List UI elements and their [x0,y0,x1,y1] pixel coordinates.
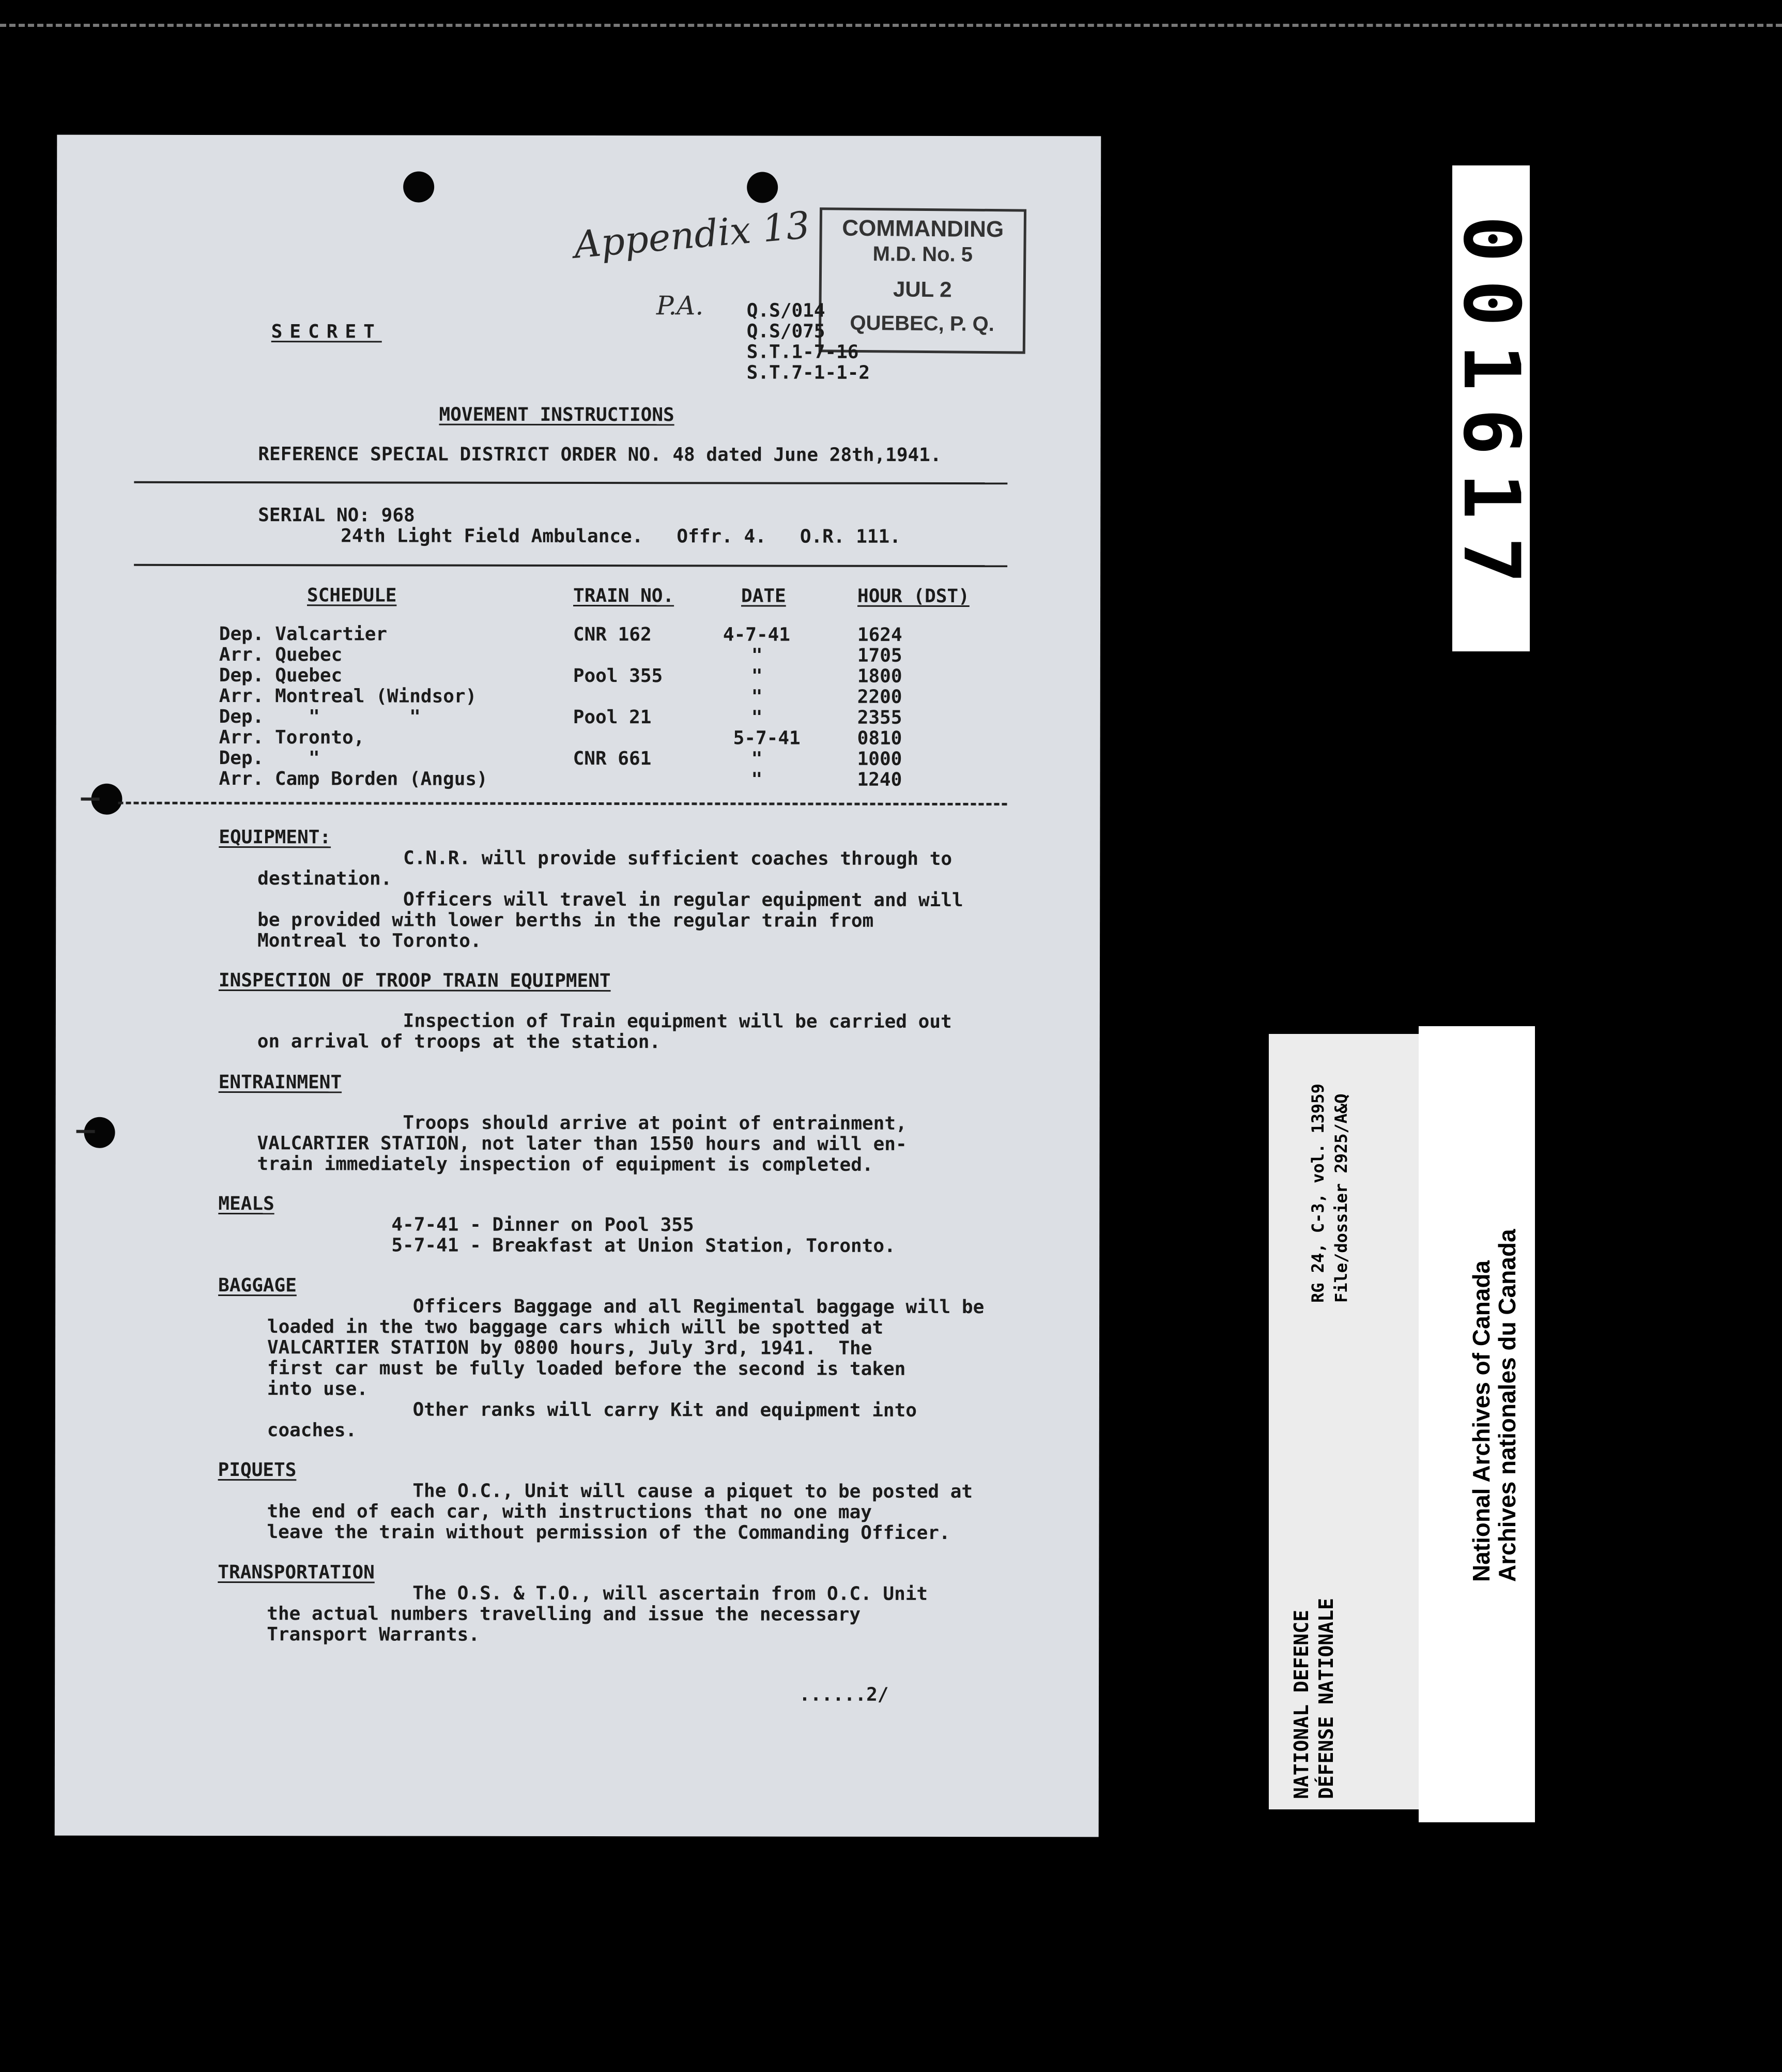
section-heading-entrainment: ENTRAINMENT [218,1072,342,1093]
schedule-date: " [751,686,763,708]
punch-hole [747,172,778,203]
file-reference: S.T.7-1-1-2 [746,362,870,384]
handwritten-margin-note: P.A. [656,291,704,321]
department-label [1269,1034,1426,1809]
section-heading-baggage: BAGGAGE [218,1275,297,1297]
paragraph-line: VALCARTIER STATION by 0800 hours, July 3rd, 1941. The [267,1337,872,1359]
paragraph-line: the actual numbers travelling and issue the necessary [267,1603,861,1625]
paragraph-line: train immediately inspection of equipment is completed. [257,1153,873,1176]
stamp-line: M.D. No. 5 [872,242,973,266]
archive-name: National Archives of Canada [1468,1260,1495,1582]
handwritten-annotation: Appendix 13 [572,203,812,267]
schedule-date: " [751,748,763,770]
stamp-line: QUEBEC, P. Q. [850,311,995,336]
file-reference: Q.S/014 [746,300,825,322]
paragraph-line: leave the train without permission of the Commanding Officer. [267,1521,950,1544]
schedule-hour: 1240 [857,769,902,790]
schedule-header: TRAIN NO. [573,585,674,607]
paragraph-line: destination. [257,868,392,890]
file-reference: Q.S/075 [746,321,825,342]
schedule-hour: 2200 [857,686,902,708]
schedule-hour: 1624 [857,624,902,646]
paragraph-line: Troops should arrive at point of entrainment, [257,1112,907,1134]
paragraph-line: Transport Warrants. [267,1624,480,1646]
stamp-date: JUL 2 [893,277,952,302]
paragraph-line: 5-7-41 - Breakfast at Union Station, Toronto. [257,1235,896,1257]
record-group-ref: RG 24, C-3, vol. 13959 [1308,1084,1328,1303]
divider [134,564,1007,567]
paragraph-line: first car must be fully loaded before the second is taken [267,1358,906,1380]
dashed-divider [118,802,1007,805]
film-edge-line [0,24,1782,27]
paragraph-line: C.N.R. will provide sufficient coaches through to [257,847,953,870]
schedule-stop: Dep. Quebec [219,665,343,687]
paragraph-line: Other ranks will carry Kit and equipment into [267,1399,917,1421]
paragraph-line: VALCARTIER STATION, not later than 1550 hours and will en- [257,1133,907,1155]
divider [134,481,1007,484]
paragraph-line: Officers will travel in regular equipment and will [257,889,963,911]
schedule-stop: Arr. Camp Borden (Angus) [219,768,488,790]
page-continuation: ......2/ [799,1684,889,1705]
schedule-stop: Dep. " " [219,706,421,728]
schedule-date: 4-7-41 [723,624,791,646]
schedule-stop: Arr. Toronto, [219,727,365,749]
archive-label [1419,1026,1535,1822]
schedule-date: " [751,645,763,666]
received-stamp [819,207,1026,354]
schedule-train: CNR 162 [573,623,652,646]
schedule-hour: 1800 [857,665,902,687]
paragraph-line: Officers Baggage and all Regimental baggage will be [267,1296,985,1318]
schedule-date: " [751,665,763,687]
tick-mark [81,798,99,801]
serial-number: SERIAL NO: 968 [258,505,415,526]
schedule-stop: Dep. Valcartier [219,623,388,645]
archive-name-fr: Archives nationales du Canada [1494,1229,1520,1582]
section-heading-piquets: PIQUETS [218,1459,297,1481]
schedule-hour: 0810 [857,727,902,749]
paragraph-line: Inspection of Train equipment will be carried out [257,1010,952,1033]
paragraph-line: coaches. [267,1420,357,1441]
classification: SECRET [271,321,382,343]
section-heading-meals: MEALS [218,1193,274,1215]
paragraph-line: loaded in the two baggage cars which will be spotted at [267,1316,884,1338]
schedule-header: HOUR (DST) [857,585,970,607]
file-dossier-ref: File/dossier 2925/A&Q [1331,1093,1351,1303]
department-name: NATIONAL DEFENCE [1290,1609,1313,1799]
tick-mark [76,1130,95,1133]
reference-line: REFERENCE SPECIAL DISTRICT ORDER NO. 48 dated June 28th,1941. [258,444,942,466]
schedule-stop: Arr. Montreal (Windsor) [219,685,477,707]
section-heading-equipment: EQUIPMENT: [219,827,331,848]
paragraph-line: The O.C., Unit will cause a piquet to be posted at [267,1480,973,1503]
punch-hole [403,172,434,203]
frame-number: 001617 [1446,216,1536,601]
unit-line: 24th Light Field Ambulance. Offr. 4. O.R. 111. [341,525,901,547]
paragraph-line: The O.S. & T.O., will ascertain from O.C. Unit [267,1582,928,1605]
schedule-stop: Dep. " [219,748,320,769]
paragraph-line: Montreal to Toronto. [257,930,482,952]
document-page [55,135,1101,1837]
schedule-hour: 1000 [857,748,902,770]
paragraph-line: 4-7-41 - Dinner on Pool 355 [257,1214,694,1236]
stamp-line: COMMANDING [842,215,1004,242]
schedule-hour: 1705 [857,645,902,666]
paragraph-line: into use. [267,1378,368,1400]
schedule-date: " [751,769,763,790]
section-heading-transportation: TRANSPORTATION [218,1562,375,1583]
department-name-fr: DÉFENSE NATIONALE [1315,1598,1338,1799]
schedule-header: DATE [741,585,786,607]
schedule-train: Pool 355 [573,665,663,687]
section-heading-inspection: INSPECTION OF TROOP TRAIN EQUIPMENT [218,970,611,992]
schedule-train: Pool 21 [573,706,652,728]
schedule-date: 5-7-41 [733,727,801,749]
schedule-stop: Arr. Quebec [219,644,343,666]
frame-number-strip [1446,165,1536,651]
file-reference: S.T.1-7-16 [746,341,859,363]
schedule-date: " [751,707,763,728]
schedule-train: CNR 661 [573,748,652,770]
page-title: MOVEMENT INSTRUCTIONS [439,404,674,426]
paragraph-line: be provided with lower berths in the regular train from [257,909,874,932]
paragraph-line: on arrival of troops at the station. [257,1031,661,1053]
schedule-header: SCHEDULE [307,585,397,606]
paragraph-line: the end of each car, with instructions that no one may [267,1501,872,1523]
schedule-hour: 2355 [857,707,902,728]
